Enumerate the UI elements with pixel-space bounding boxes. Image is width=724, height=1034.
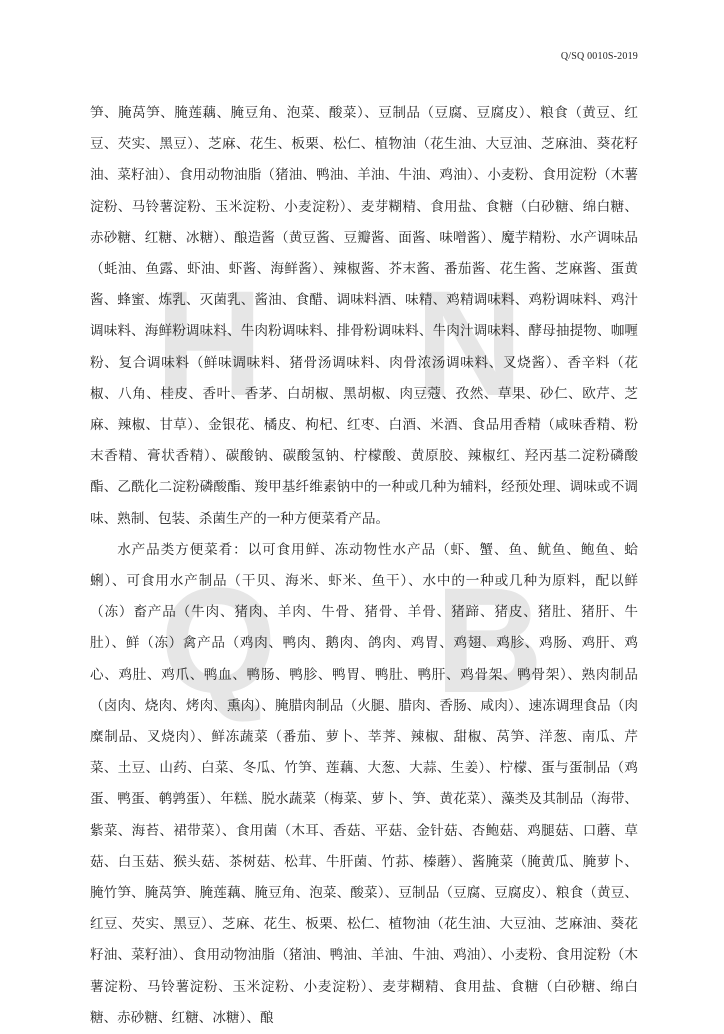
watermark-letter-q: Q (160, 556, 277, 724)
paragraph-continuation: 笋、腌莴笋、腌莲藕、腌豆角、泡菜、酸菜）、豆制品（豆腐、豆腐皮）、粮食（黄豆、红豆、芡实、黑豆）、芝麻、花生、板栗、松仁、植物油（花生油、大豆油、芝麻油、葵花籽油、菜籽油）、食用动物油脂（猪油、鸭油、羊油、牛油、鸡油）、小麦粉、食用淀粉（木薯淀粉、马铃薯淀粉、玉米淀粉、小麦淀粉）、麦芽糊精、食用盐、食糖（白砂糖、绵白糖、赤砂糖、红糖、冰糖）、酿造酱（黄豆酱、豆瓣酱、面酱、味噌酱）、魔芋精粉、水产调味品（蚝油、鱼露、虾油、虾酱、海鲜酱）、辣椒酱、芥末酱、番茄酱、花生酱、芝麻酱、蛋黄酱、蜂蜜、炼乳、灭菌乳、酱油、食醋、调味料酒、味精、鸡精调味料、鸡粉调味料、鸡汁调味料、海鲜粉调味料、牛肉粉调味料、排骨粉调味料、牛肉汁调味料、酵母抽提物、咖喱粉、复合调味料（鲜味调味料、猪骨汤调味料、肉骨浓汤调味料、叉烧酱）、香辛料（花椒、八角、桂皮、香叶、香茅、白胡椒、黑胡椒、肉豆蔻、孜然、草果、砂仁、欧芹、芝麻、辣椒、甘草）、金银花、橘皮、枸杞、红枣、白酒、米酒、食品用香精（咸味香精、粉末香精、膏状香精）、碳酸钠、碳酸氢钠、柠檬酸、黄原胶、辣椒红、羟丙基二淀粉磷酸酯、乙酰化二淀粉磷酸酯、羧甲基纤维素钠中的一种或几种为辅料，经预处理、调味或不调味、熟制、包装、杀菌生产的一种方便菜肴产品。 (90, 105, 638, 527)
watermark-letter-h: H (155, 259, 264, 427)
body-text (90, 98, 638, 1034)
watermark-letter-n: N (415, 259, 524, 427)
watermark-letter-b: B (435, 556, 544, 724)
document-code: Q/SQ 0010S-2019 (560, 51, 638, 62)
paragraph-aquatic-dishes: 水产品类方便菜肴：以可食用鲜、冻动物性水产品（虾、蟹、鱼、鱿鱼、鲍鱼、蛤蜊）、可食用水产制品（干贝、海米、虾米、鱼干）、水中的一种或几种为原料，配以鲜（冻）畜产品（牛肉、猪肉、羊肉、牛骨、猪骨、羊骨、猪蹄、猪皮、猪肚、猪肝、牛肚）、鲜（冻）禽产品（鸡肉、鸭肉、鹅肉、鸽肉、鸡胃、鸡翅、鸡胗、鸡肠、鸡肝、鸡心、鸡肚、鸡爪、鸭血、鸭肠、鸭胗、鸭胃、鸭肚、鸭肝、鸡骨架、鸭骨架）、熟肉制品（卤肉、烧肉、烤肉、熏肉）、腌腊肉制品（火腿、腊肉、香肠、咸肉）、速冻调理食品（肉糜制品、叉烧肉）、鲜冻蔬菜（番茄、萝卜、莘荠、辣椒、甜椒、莴笋、洋葱、南瓜、芹菜、土豆、山药、白菜、冬瓜、竹笋、莲藕、大葱、大蒜、生姜）、柠檬、蛋与蛋制品（鸡蛋、鸭蛋、鹌鹑蛋）、年糕、脱水蔬菜（梅菜、萝卜、笋、黄花菜）、藻类及其制品（海带、紫菜、海苔、裙带菜）、食用菌（木耳、香菇、平菇、金针菇、杏鲍菇、鸡腿菇、口蘑、草菇、白玉菇、猴头菇、茶树菇、松茸、牛肝菌、竹荪、榛蘑）、酱腌菜（腌黄瓜、腌萝卜、腌竹笋、腌莴笋、腌莲藕、腌豆角、泡菜、酸菜）、豆制品（豆腐、豆腐皮）、粮食（黄豆、红豆、芡实、黑豆）、芝麻、花生、板栗、松仁、植物油（花生油、大豆油、芝麻油、葵花籽油、菜籽油）、食用动物油脂（猪油、鸭油、羊油、牛油、鸡油）、小麦粉、食用淀粉（木薯淀粉、马铃薯淀粉、玉米淀粉、小麦淀粉）、麦芽糊精、食用盐、食糖（白砂糖、绵白糖、赤砂糖、红糖、冰糖）、酿 (90, 541, 638, 1026)
